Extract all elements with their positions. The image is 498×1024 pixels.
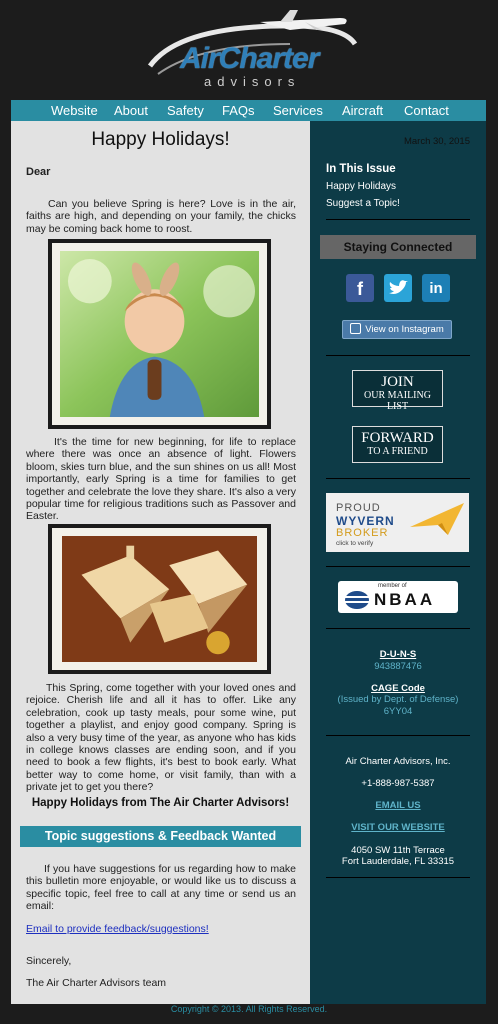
wyvern-line3: BROKER — [336, 527, 389, 539]
join-mailing-list-button[interactable] — [352, 370, 443, 412]
company-name: Air Charter Advisors, Inc. — [345, 756, 451, 767]
divider — [326, 355, 470, 356]
wyvern-broker-badge[interactable] — [326, 493, 469, 552]
visit-website-link[interactable]: VISIT OUR WEBSITE — [351, 822, 445, 833]
copyright-footer: Copyright © 2013. All Rights Reserved. — [170, 1004, 328, 1014]
duns-label: D-U-N-S — [379, 649, 417, 660]
issue-link-suggest-topic[interactable]: Suggest a Topic! — [326, 198, 400, 209]
team-signature: The Air Charter Advisors team — [26, 977, 167, 989]
forward-sublabel: TO A FRIEND — [367, 446, 428, 457]
nbaa-member-of: member of — [378, 583, 407, 589]
nav-contact[interactable]: Contact — [404, 103, 449, 118]
nav-about[interactable]: About — [114, 103, 148, 118]
twitter-icon[interactable] — [384, 274, 412, 302]
wyvern-line4: click to verify — [336, 540, 374, 547]
email-us-link[interactable]: EMAIL US — [375, 800, 421, 811]
topic-suggestions-bar: Topic suggestions & Feedback Wanted — [20, 826, 301, 847]
nbaa-name: NBAA — [374, 590, 436, 609]
join-label: JOIN — [381, 374, 414, 390]
wyvern-line2: WYVERN — [336, 514, 395, 528]
closing-headline: Happy Holidays from The Air Charter Advisors! — [31, 797, 290, 809]
sincerely-text: Sincerely, — [26, 955, 72, 967]
address-line1: 4050 SW 11th Terrace — [351, 845, 445, 856]
dreidel-photo — [48, 524, 271, 674]
paragraph-spring: It's the time for new beginning, for life to replace where there was once an absence of light. Flowers bloom, skies turn blue, and the sun shines on us all! Most importantly, early Spring is a time for families to get together and celebrate the love they share. It's also a very popular time for religious traditions such as Passover and Easter. — [26, 436, 296, 523]
address-line2: Fort Lauderdale, FL 33315 — [341, 856, 455, 867]
divider — [326, 219, 470, 220]
logo-subtitle: advisors — [204, 74, 301, 89]
feedback-email-link[interactable]: Email to provide feedback/suggestions! — [26, 923, 209, 935]
nbaa-globe-icon — [344, 590, 370, 610]
paragraph-feedback: If you have suggestions for us regarding how to make this bulletin more enjoyable, or would like us to discuss a specific topic, feel free to call at any time or send us an email: — [26, 863, 296, 913]
main-content — [11, 121, 310, 1004]
sidebar — [310, 121, 486, 1004]
nbaa-member-badge[interactable] — [338, 581, 458, 613]
nav-faqs[interactable]: FAQs — [222, 103, 255, 118]
header — [0, 0, 498, 100]
instagram-camera-icon — [350, 323, 361, 334]
wyvern-line1: PROUD — [336, 502, 381, 514]
divider — [326, 877, 470, 878]
dreidels-image — [62, 536, 257, 662]
divider — [326, 735, 470, 736]
join-sublabel: OUR MAILING LIST — [364, 390, 431, 412]
paragraph-intro: Can you believe Spring is here? Love is in the air, faiths are high, and depending on your family, the chicks may be coming back home to roost. — [26, 198, 296, 235]
forward-label: FORWARD — [361, 430, 434, 446]
divider — [326, 566, 470, 567]
child-bunny-ears-image — [60, 251, 259, 417]
page-title: Happy Holidays! — [91, 129, 230, 150]
easter-child-photo — [48, 239, 271, 429]
facebook-icon[interactable]: f — [346, 274, 374, 302]
instagram-label: View on Instagram — [365, 324, 444, 335]
forward-to-friend-button[interactable] — [352, 426, 443, 463]
nav-website[interactable]: Website — [51, 103, 98, 118]
issue-date: March 30, 2015 — [403, 136, 470, 147]
top-nav — [11, 100, 486, 121]
nav-services[interactable]: Services — [273, 103, 323, 118]
in-this-issue-heading: In This Issue — [326, 163, 396, 175]
air-charter-logo[interactable] — [140, 4, 370, 94]
phone-number: +1-888-987-5387 — [361, 778, 435, 789]
paragraph-celebrate: This Spring, come together with your loved ones and rejoice. Cherish life and all it has to offer. Like any celebration, cook up tasty meals, pour some wine, put together a playlist, and enjoy good company. Spring is also a very busy time of the year, as anyone who has kids in college knows classes are ending soon, and if you need to book a few flights, it's best to book early. What better way to come home, or visit family, than with a private jet to get you there? — [26, 682, 296, 794]
cage-value: 6YY04 — [383, 706, 413, 717]
instagram-button[interactable] — [342, 320, 452, 339]
wyvern-plane-icon — [408, 499, 466, 539]
cage-note: (Issued by Dept. of Defense) — [337, 694, 459, 705]
divider — [326, 628, 470, 629]
nav-safety[interactable]: Safety — [167, 103, 204, 118]
linkedin-icon[interactable]: in — [422, 274, 450, 302]
duns-value: 943887476 — [374, 661, 422, 672]
nav-aircraft[interactable]: Aircraft — [342, 103, 384, 118]
staying-connected-heading: Staying Connected — [320, 235, 476, 259]
divider — [326, 478, 470, 479]
greeting: Dear — [26, 166, 51, 178]
issue-link-happy-holidays[interactable]: Happy Holidays — [326, 181, 397, 192]
cage-label: CAGE Code — [371, 683, 425, 694]
logo-wordmark: AirCharter — [180, 42, 319, 75]
